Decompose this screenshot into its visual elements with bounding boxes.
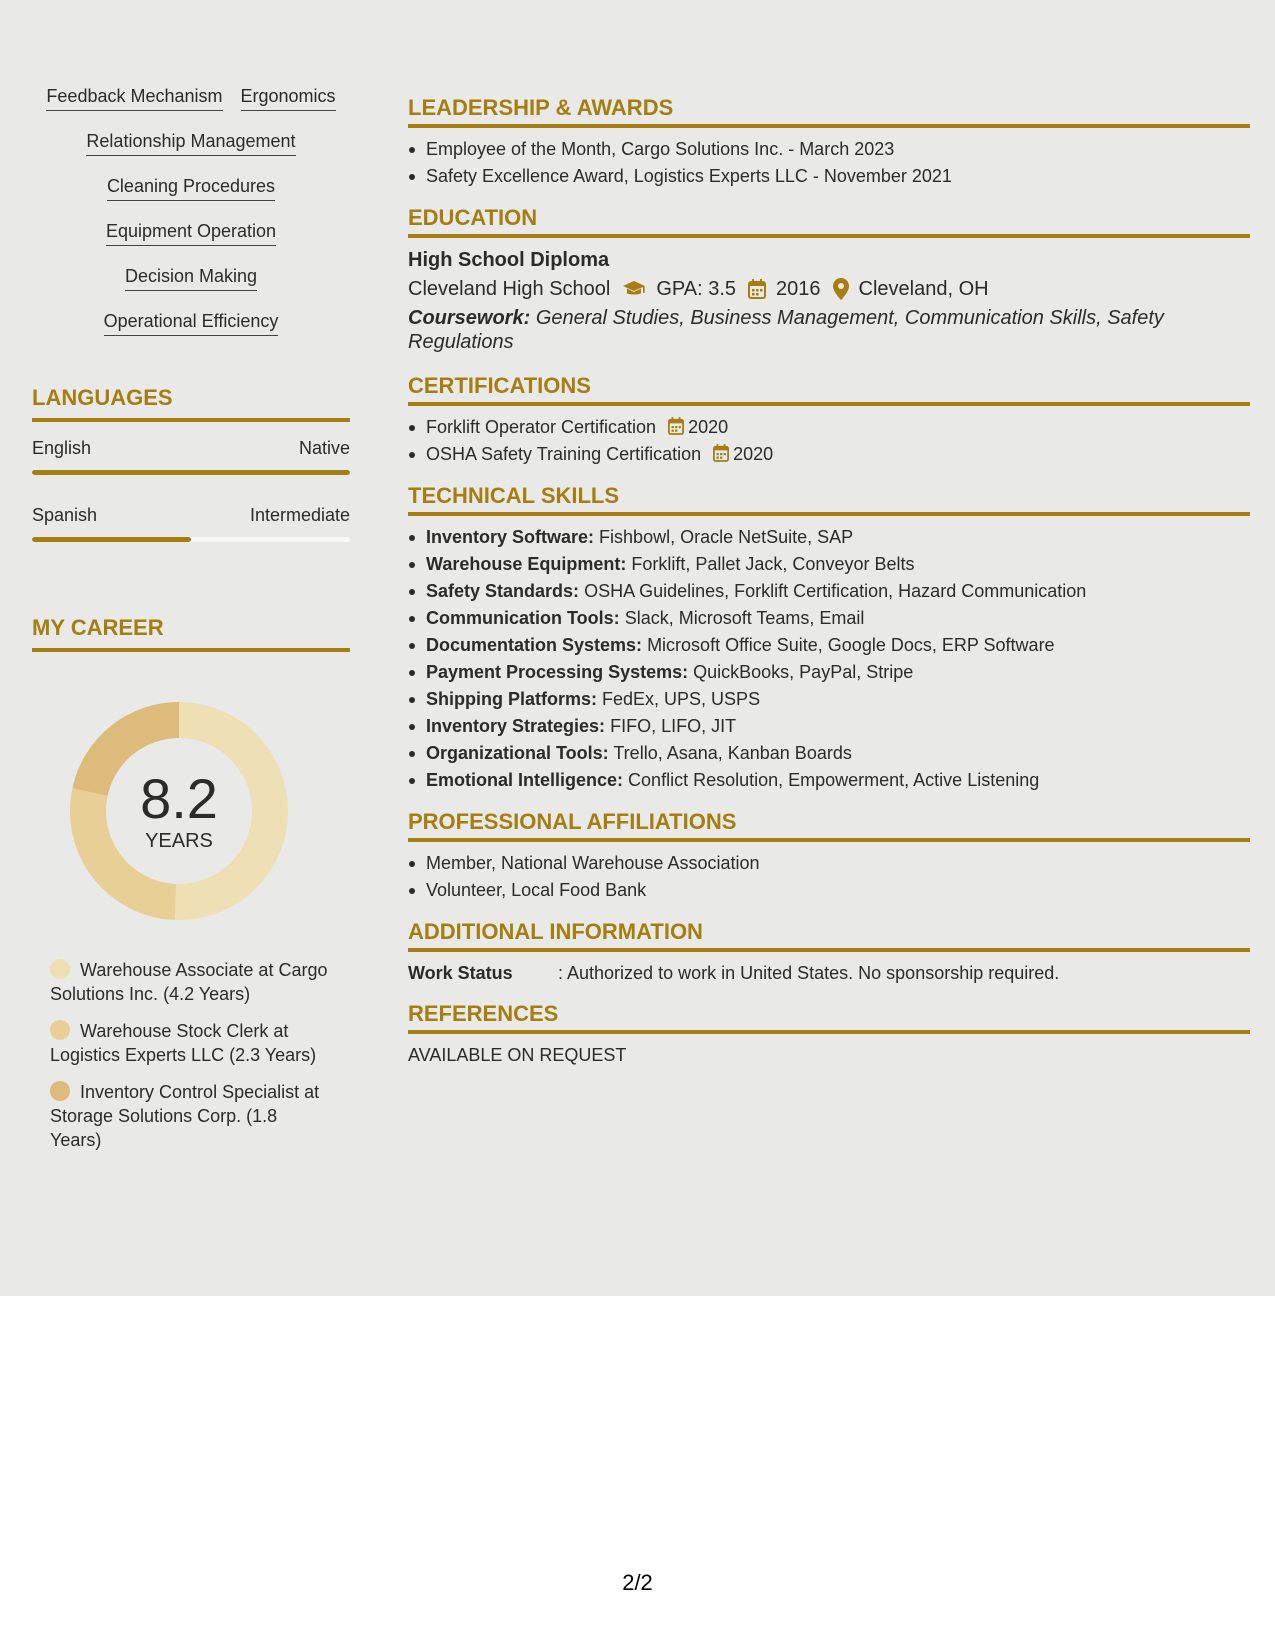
languages-section [32,384,350,542]
skill-tag: Ergonomics [241,84,336,111]
language-bar-fill [32,537,191,542]
affiliations-heading: PROFESSIONAL AFFILIATIONS [408,808,1250,842]
list-item [408,441,1250,468]
affiliations-section [408,808,1250,904]
career-legend-label: Warehouse Associate at Cargo Solutions Inc. (4.2 Years) [50,960,328,1004]
skill-tag: Decision Making [125,264,257,291]
skill-values: Microsoft Office Suite, Google Docs, ERP Software [647,635,1055,655]
career-total-years: 8.2 [140,767,218,830]
list-item [408,551,1250,578]
skill-tag: Equipment Operation [106,219,276,246]
work-status-row [408,960,1250,986]
skill-tag: Feedback Mechanism [46,84,222,111]
skills-list [32,84,350,336]
skill-values: Fishbowl, Oracle NetSuite, SAP [599,527,854,547]
gpa: GPA: 3.5 [656,278,737,300]
language-name: English [32,438,92,458]
certification-name: OSHA Safety Training Certification [426,444,702,464]
school-name: Cleveland High School [408,278,611,300]
career-legend [32,958,332,1152]
references-heading: REFERENCES [408,1000,1250,1034]
skill-tag: Cleaning Procedures [107,174,275,201]
career-legend-label: Warehouse Stock Clerk at Logistics Experts LLC (2.3 Years) [50,1021,317,1065]
certification-name: Forklift Operator Certification [426,417,657,437]
list-item [408,659,1250,686]
skill-category: Warehouse Equipment: [426,554,627,574]
skill-category: Emotional Intelligence: [426,770,624,790]
skill-tag: Operational Efficiency [104,309,279,336]
list-item [408,414,1250,441]
language-bar-fill [32,470,350,475]
language-level: Native [298,438,350,458]
list-item [408,632,1250,659]
skill-values: Conflict Resolution, Empowerment, Active Listening [628,770,1040,790]
list-item [408,524,1250,551]
skill-values: FIFO, LIFO, JIT [610,716,737,736]
career-legend-item [50,1080,332,1152]
language-row [32,503,350,527]
list-item [408,767,1250,794]
graduation-cap-icon [622,280,646,298]
skill-category: Shipping Platforms: [426,689,597,709]
leadership-heading: LEADERSHIP & AWARDS [408,94,1250,128]
legend-dot [50,1020,70,1040]
skill-values: Trello, Asana, Kanban Boards [613,743,852,763]
calendar-icon [713,444,729,462]
list-item: Member, National Warehouse Association [408,850,1250,877]
certification-year: 2020 [688,417,729,437]
skill-category: Organizational Tools: [426,743,609,763]
skill-category: Payment Processing Systems: [426,662,689,682]
education-details [408,274,1250,304]
calendar-icon [748,279,766,299]
degree-title: High School Diploma [408,249,610,271]
coursework [408,306,1250,354]
certification-year: 2020 [733,444,774,464]
graduation-year: 2016 [776,278,821,300]
skill-category: Inventory Software: [426,527,595,547]
language-name: Spanish [32,505,98,525]
career-legend-item [50,1019,332,1067]
work-status-value: : Authorized to work in United States. No sponsorship required. [558,963,1060,983]
list-item: Volunteer, Local Food Bank [408,877,1250,904]
skill-category: Documentation Systems: [426,635,643,655]
skill-category: Safety Standards: [426,581,580,601]
legend-dot [50,959,70,979]
legend-dot [50,1081,70,1101]
skill-values: QuickBooks, PayPal, Stripe [693,662,914,682]
list-item [408,605,1250,632]
location-pin-icon [833,278,849,300]
skill-values: FedEx, UPS, USPS [602,689,761,709]
school-location: Cleveland, OH [858,278,989,300]
coursework-label: Coursework: [408,307,531,329]
list-item [408,740,1250,767]
references-text: AVAILABLE ON REQUEST [408,1045,627,1065]
certifications-section [408,372,1250,468]
skill-category: Inventory Strategies: [426,716,606,736]
list-item [408,578,1250,605]
skill-values: Forklift, Pallet Jack, Conveyor Belts [631,554,915,574]
list-item: Safety Excellence Award, Logistics Experts LLC - November 2021 [408,163,1250,190]
language-level: Intermediate [249,505,350,525]
leadership-section [408,94,1250,190]
skill-values: Slack, Microsoft Teams, Email [624,608,865,628]
education-heading: EDUCATION [408,204,1250,238]
language-bar [32,537,350,542]
certifications-heading: CERTIFICATIONS [408,372,1250,406]
education-section [408,204,1250,354]
career-legend-label: Inventory Control Specialist at Storage Solutions Corp. (1.8 Years) [50,1082,320,1150]
language-bar [32,470,350,475]
work-status-label: Work Status [408,963,513,983]
career-years-unit: YEARS [145,830,213,852]
list-item [408,686,1250,713]
skill-category: Communication Tools: [426,608,620,628]
language-row [32,436,350,460]
references-section [408,1000,1250,1068]
skill-tag: Relationship Management [86,129,295,156]
technical-skills-heading: TECHNICAL SKILLS [408,482,1250,516]
main-content [408,94,1250,1082]
career-section [32,614,350,1152]
career-donut-chart [64,696,294,926]
additional-info-heading: ADDITIONAL INFORMATION [408,918,1250,952]
technical-skills-section [408,482,1250,794]
list-item [408,713,1250,740]
additional-info-section [408,918,1250,986]
skill-values: OSHA Guidelines, Forklift Certification, Hazard Communication [584,581,1087,601]
sidebar [32,84,350,1165]
list-item: Employee of the Month, Cargo Solutions Inc. - March 2023 [408,136,1250,163]
career-legend-item [50,958,332,1006]
coursework-text: General Studies, Business Management, Communication Skills, Safety Regulations [408,307,1164,353]
career-heading: MY CAREER [32,614,350,652]
calendar-icon [668,417,684,435]
page-number: 2/2 [622,1570,653,1595]
languages-heading: LANGUAGES [32,384,350,422]
